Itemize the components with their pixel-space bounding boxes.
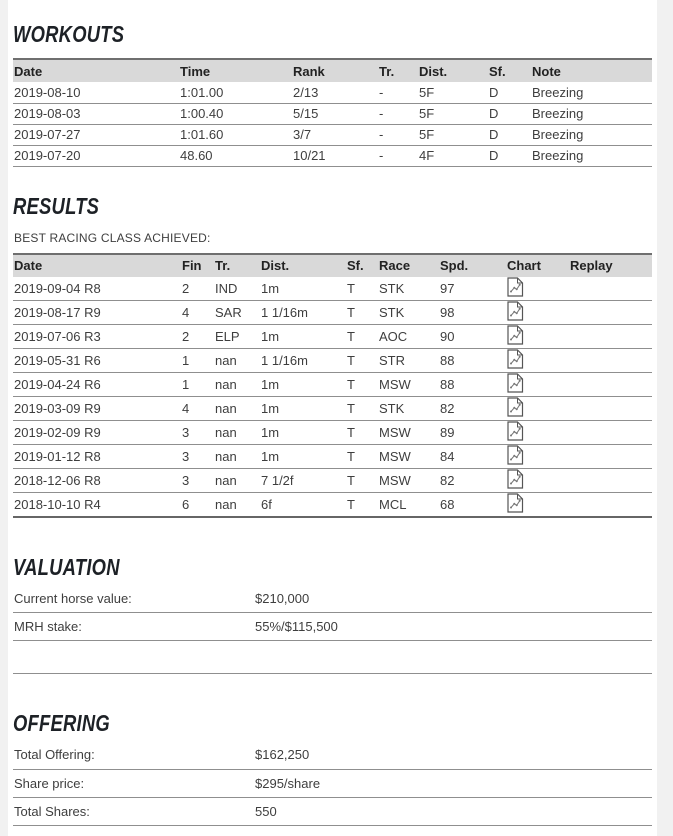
fin-cell: 3 xyxy=(182,420,215,444)
fin-cell: 4 xyxy=(182,396,215,420)
date-cell: 2019-07-20 xyxy=(13,145,180,166)
dist-cell: 1m xyxy=(261,444,347,468)
kv-value: $210,000 xyxy=(255,585,652,613)
chart-icon[interactable] xyxy=(507,445,524,465)
result-row xyxy=(13,396,652,420)
results-header-row xyxy=(13,254,652,277)
kv-label: Total Shares: xyxy=(13,797,255,825)
kv-value: 55%/$115,500 xyxy=(255,613,652,641)
date-cell: 2019-03-09 R9 xyxy=(13,396,182,420)
workout-row xyxy=(13,145,652,166)
kv-value: $295/share xyxy=(255,769,652,797)
dist-cell: 1m xyxy=(261,372,347,396)
replay-cell xyxy=(570,372,652,396)
valuation-section-title: VALUATION xyxy=(13,553,120,580)
col-header-fin: Fin xyxy=(182,254,215,277)
valuation-table xyxy=(13,585,652,642)
sf-cell: D xyxy=(489,103,532,124)
col-header-time: Time xyxy=(180,59,293,82)
dist-cell: 5F xyxy=(419,124,489,145)
workouts-header-row xyxy=(13,59,652,82)
fin-cell: 6 xyxy=(182,492,215,517)
col-header-dist: Dist. xyxy=(419,59,489,82)
result-row xyxy=(13,444,652,468)
tr-cell: nan xyxy=(215,396,261,420)
race-cell: STK xyxy=(379,300,440,324)
date-cell: 2019-04-24 R6 xyxy=(13,372,182,396)
chart-icon[interactable] xyxy=(507,349,524,369)
tr-cell: nan xyxy=(215,372,261,396)
date-cell: 2018-10-10 R4 xyxy=(13,492,182,517)
results-table xyxy=(13,253,652,518)
result-row xyxy=(13,492,652,517)
sf-cell: D xyxy=(489,124,532,145)
result-row xyxy=(13,348,652,372)
note-cell: Breezing xyxy=(532,124,652,145)
chart-cell xyxy=(507,348,570,372)
date-cell: 2019-08-10 xyxy=(13,82,180,103)
tr-cell: SAR xyxy=(215,300,261,324)
fin-cell: 2 xyxy=(182,277,215,301)
race-cell: STR xyxy=(379,348,440,372)
chart-cell xyxy=(507,277,570,301)
tr-cell: - xyxy=(379,124,419,145)
chart-icon[interactable] xyxy=(507,301,524,321)
fin-cell: 1 xyxy=(182,348,215,372)
fin-cell: 4 xyxy=(182,300,215,324)
replay-cell xyxy=(570,444,652,468)
time-cell: 1:00.40 xyxy=(180,103,293,124)
sf-cell: T xyxy=(347,396,379,420)
sf-cell: D xyxy=(489,82,532,103)
result-row xyxy=(13,468,652,492)
date-cell: 2019-08-17 R9 xyxy=(13,300,182,324)
results-section-title: RESULTS xyxy=(13,192,100,219)
sf-cell: T xyxy=(347,420,379,444)
col-header-spd: Spd. xyxy=(440,254,507,277)
fin-cell: 2 xyxy=(182,324,215,348)
time-cell: 48.60 xyxy=(180,145,293,166)
chart-icon[interactable] xyxy=(507,421,524,441)
page-content xyxy=(8,0,657,836)
workout-row xyxy=(13,103,652,124)
race-cell: MSW xyxy=(379,420,440,444)
date-cell: 2019-07-06 R3 xyxy=(13,324,182,348)
spd-cell: 82 xyxy=(440,468,507,492)
dist-cell: 1m xyxy=(261,420,347,444)
sf-cell: D xyxy=(489,145,532,166)
tr-cell: nan xyxy=(215,468,261,492)
chart-cell xyxy=(507,492,570,517)
spd-cell: 98 xyxy=(440,300,507,324)
col-header-replay: Replay xyxy=(570,254,652,277)
rank-cell: 2/13 xyxy=(293,82,379,103)
date-cell: 2019-09-04 R8 xyxy=(13,277,182,301)
dist-cell: 7 1/2f xyxy=(261,468,347,492)
col-header-date: Date xyxy=(13,254,182,277)
chart-icon[interactable] xyxy=(507,397,524,417)
result-row xyxy=(13,324,652,348)
dist-cell: 1m xyxy=(261,396,347,420)
col-header-sf: Sf. xyxy=(347,254,379,277)
fin-cell: 3 xyxy=(182,468,215,492)
spd-cell: 97 xyxy=(440,277,507,301)
race-cell: MCL xyxy=(379,492,440,517)
dist-cell: 6f xyxy=(261,492,347,517)
tr-cell: ELP xyxy=(215,324,261,348)
race-cell: MSW xyxy=(379,444,440,468)
offering-row xyxy=(13,769,652,797)
best-racing-class-label: BEST RACING CLASS ACHIEVED: xyxy=(14,230,211,245)
spd-cell: 68 xyxy=(440,492,507,517)
date-cell: 2019-02-09 R9 xyxy=(13,420,182,444)
offering-table xyxy=(13,741,652,826)
spd-cell: 89 xyxy=(440,420,507,444)
race-cell: MSW xyxy=(379,468,440,492)
section-divider xyxy=(13,673,652,674)
note-cell: Breezing xyxy=(532,103,652,124)
dist-cell: 1m xyxy=(261,324,347,348)
sf-cell: T xyxy=(347,277,379,301)
replay-cell xyxy=(570,324,652,348)
tr-cell: nan xyxy=(215,348,261,372)
spd-cell: 90 xyxy=(440,324,507,348)
tr-cell: - xyxy=(379,145,419,166)
result-row xyxy=(13,277,652,301)
tr-cell: IND xyxy=(215,277,261,301)
col-header-note: Note xyxy=(532,59,652,82)
workout-row xyxy=(13,82,652,103)
spd-cell: 88 xyxy=(440,348,507,372)
rank-cell: 5/15 xyxy=(293,103,379,124)
chart-cell xyxy=(507,324,570,348)
col-header-date: Date xyxy=(13,59,180,82)
col-header-sf: Sf. xyxy=(489,59,532,82)
kv-label: MRH stake: xyxy=(13,613,255,641)
replay-cell xyxy=(570,396,652,420)
valuation-row xyxy=(13,613,652,641)
race-cell: STK xyxy=(379,396,440,420)
spd-cell: 84 xyxy=(440,444,507,468)
date-cell: 2019-07-27 xyxy=(13,124,180,145)
sf-cell: T xyxy=(347,324,379,348)
dist-cell: 1 1/16m xyxy=(261,300,347,324)
tr-cell: nan xyxy=(215,420,261,444)
result-row xyxy=(13,420,652,444)
sf-cell: T xyxy=(347,372,379,396)
date-cell: 2018-12-06 R8 xyxy=(13,468,182,492)
chart-icon[interactable] xyxy=(507,373,524,393)
result-row xyxy=(13,372,652,396)
tr-cell: nan xyxy=(215,492,261,517)
time-cell: 1:01.00 xyxy=(180,82,293,103)
time-cell: 1:01.60 xyxy=(180,124,293,145)
workouts-section-title: WORKOUTS xyxy=(13,21,125,47)
chart-icon[interactable] xyxy=(507,277,524,297)
kv-value: $162,250 xyxy=(255,741,652,769)
note-cell: Breezing xyxy=(532,145,652,166)
tr-cell: nan xyxy=(215,444,261,468)
race-cell: MSW xyxy=(379,372,440,396)
chart-icon[interactable] xyxy=(507,493,524,513)
replay-cell xyxy=(570,420,652,444)
kv-label: Total Offering: xyxy=(13,741,255,769)
sf-cell: T xyxy=(347,492,379,517)
spd-cell: 82 xyxy=(440,396,507,420)
replay-cell xyxy=(570,492,652,517)
col-header-tr: Tr. xyxy=(379,59,419,82)
kv-value: 550 xyxy=(255,797,652,825)
offering-row xyxy=(13,797,652,825)
sf-cell: T xyxy=(347,300,379,324)
spd-cell: 88 xyxy=(440,372,507,396)
chart-icon[interactable] xyxy=(507,469,524,489)
dist-cell: 5F xyxy=(419,103,489,124)
kv-label: Current horse value: xyxy=(13,585,255,613)
kv-label: Share price: xyxy=(13,769,255,797)
note-cell: Breezing xyxy=(532,82,652,103)
dist-cell: 5F xyxy=(419,82,489,103)
col-header-rank: Rank xyxy=(293,59,379,82)
workouts-table xyxy=(13,58,652,167)
race-cell: STK xyxy=(379,277,440,301)
dist-cell: 1 1/16m xyxy=(261,348,347,372)
race-cell: AOC xyxy=(379,324,440,348)
valuation-row xyxy=(13,585,652,613)
sf-cell: T xyxy=(347,348,379,372)
sf-cell: T xyxy=(347,468,379,492)
offering-section-title: OFFERING xyxy=(13,710,110,736)
sf-cell: T xyxy=(347,444,379,468)
date-cell: 2019-01-12 R8 xyxy=(13,444,182,468)
col-header-chart: Chart xyxy=(507,254,570,277)
chart-cell xyxy=(507,468,570,492)
tr-cell: - xyxy=(379,103,419,124)
tr-cell: - xyxy=(379,82,419,103)
date-cell: 2019-05-31 R6 xyxy=(13,348,182,372)
chart-cell xyxy=(507,396,570,420)
col-header-tr: Tr. xyxy=(215,254,261,277)
col-header-race: Race xyxy=(379,254,440,277)
chart-cell xyxy=(507,444,570,468)
date-cell: 2019-08-03 xyxy=(13,103,180,124)
replay-cell xyxy=(570,277,652,301)
replay-cell xyxy=(570,348,652,372)
chart-cell xyxy=(507,372,570,396)
workout-row xyxy=(13,124,652,145)
col-header-dist: Dist. xyxy=(261,254,347,277)
fin-cell: 1 xyxy=(182,372,215,396)
chart-cell xyxy=(507,420,570,444)
rank-cell: 3/7 xyxy=(293,124,379,145)
dist-cell: 1m xyxy=(261,277,347,301)
result-row xyxy=(13,300,652,324)
fin-cell: 3 xyxy=(182,444,215,468)
chart-cell xyxy=(507,300,570,324)
offering-row xyxy=(13,741,652,769)
dist-cell: 4F xyxy=(419,145,489,166)
replay-cell xyxy=(570,468,652,492)
rank-cell: 10/21 xyxy=(293,145,379,166)
replay-cell xyxy=(570,300,652,324)
chart-icon[interactable] xyxy=(507,325,524,345)
